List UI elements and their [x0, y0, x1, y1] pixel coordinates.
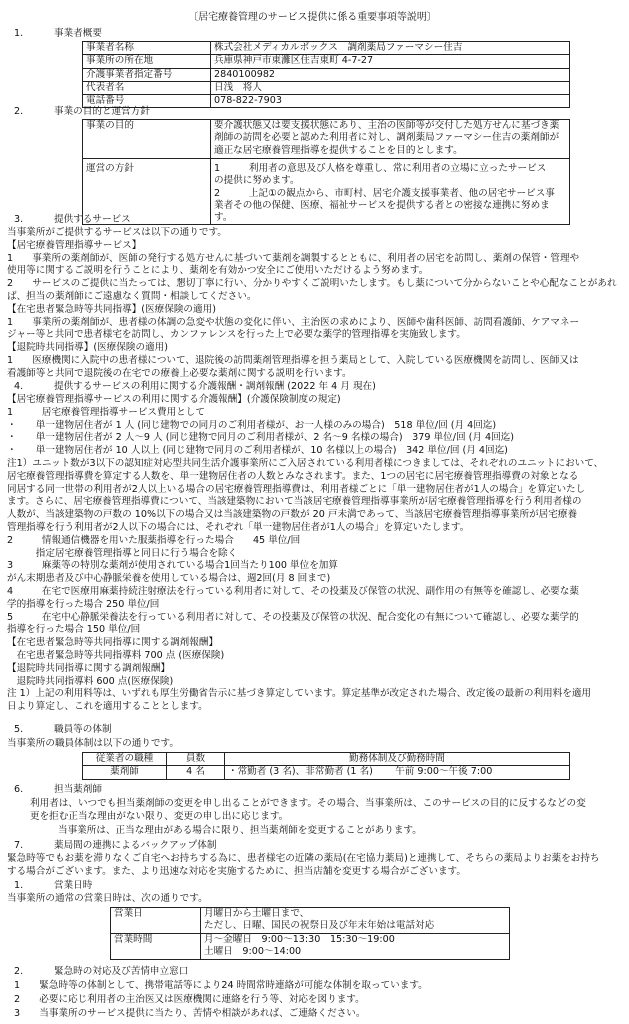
section-body — [7, 227, 617, 381]
business-hours-line: 土曜日 9:00～14:00 — [204, 946, 302, 958]
business-hours-label: 営業時間 — [111, 934, 201, 960]
table-row — [111, 908, 510, 934]
body-line: 4 在宅で医療用麻薬持続注射療法を行っている利用者に対して、その投薬及び保管の状況、副作用の有無等を確認し、必要な薬 — [7, 585, 579, 597]
body-line: 【退院時共同指導に関する調剤報酬】 — [7, 662, 171, 674]
section-heading: 事業の目的と運営方針 — [54, 106, 150, 117]
body-line: 【居宅療養管理指導サービスの利用に関する介護報酬】(介護保険制度の規定) — [7, 394, 341, 405]
business-days-line: 月曜日から土曜日まで、 — [204, 908, 310, 919]
body-line: 退院時共同指導料 600 点(医療保険) — [7, 675, 174, 687]
body-line: 3 当事業所のサービス提供に当たり、苦情や相談があれば、ご連絡ください。 — [14, 1008, 366, 1019]
body-line: 2 情報通信機器を用いた服薬指導を行った場合 45 単位/回 — [7, 534, 301, 546]
body-line: 在宅患者緊急時等共同指導料 700 点 (医療保険) — [7, 649, 225, 661]
purpose-line: 剤師の訪問を必要と認めた利用者に対し、調剤薬局ファーマシー住吉の薬剤師が — [214, 132, 560, 144]
business-days-line: ただし、日曜、国民の祝祭日及び年末年始は電話対応 — [204, 920, 435, 932]
section-heading: 緊急時の対応及び苦情申立窓口 — [54, 966, 189, 977]
row-label: 介護事業者指定番号 — [83, 68, 211, 81]
body-line: ・ 単一建物居住者が 10 人以上 (同じ建物で同月のご利用者様が、10 名様以上の場合) 342 単位/回 (月 4回迄) — [7, 445, 508, 457]
staff-count: 4 名 — [167, 766, 225, 779]
section-number: 5. — [14, 724, 24, 735]
section-intro: 当事業所の通常の営業日時は、次の通りです。 — [7, 893, 208, 904]
section-heading: 職員等の体制 — [54, 724, 112, 735]
body-line: 【居宅療養管理指導サービス】 — [7, 239, 142, 251]
row-label: 事業者名称 — [83, 42, 211, 55]
table-row — [83, 159, 570, 225]
section-number: 2. — [14, 106, 24, 117]
body-line: 利用者は、いつでも担当薬剤師の変更を申し出ることができます。その場合、当事業所は、このサービスの目的に反するなどの変 — [30, 798, 586, 809]
section-number: 2. — [14, 966, 24, 977]
section-heading: 薬局間の連携によるバックアップ体制 — [54, 840, 217, 851]
staff-schedule: ・常勤者 (3 名)、非常勤者 (1 名) 午前 9:00～午後 7:00 — [225, 766, 570, 779]
section-number: 3. — [14, 214, 24, 225]
section-body — [7, 394, 603, 714]
policy-line: の提供に努めます。 — [214, 175, 300, 187]
purpose-line: 要介護状態又は要支援状態にあり、主治の医師等が交付した処方せんに基づき薬 — [214, 120, 560, 131]
body-line: 1 事業所の薬剤師が、医師の発行する処方せんに基づいて薬剤を調製するとともに、利用者の居宅を訪問し、薬剤の保管・管理や — [7, 252, 580, 264]
body-line: 注 1）上記の利用料等は、いずれも厚生労働省告示に基づき算定しています。算定基準が改定された場合、改定後の最新の利用料を適用 — [7, 688, 592, 700]
business-hours-line: 月～金曜日 9:00～13:30 15:30～19:00 — [204, 934, 395, 945]
body-line: 1 事業所の薬剤師が、患者様の体調の急変や状態の変化に伴い、主治医の求めにより、医師や歯科医師、訪問看護師、ケアマネー — [7, 316, 580, 328]
staff-table — [82, 752, 570, 780]
table-row — [83, 81, 570, 94]
body-line: 当事業所は、正当な理由がある場合に限り、担当薬剤師を変更することがあります。 — [58, 825, 422, 836]
row-value: 株式会社メディカルボックス 調剤薬局ファーマシー住吉 — [211, 42, 570, 55]
body-line: 使用等に関するご説明を行うことにより、薬剤を有効かつ安全にご使用いただけるよう努めます。 — [7, 265, 429, 277]
policy-line: 2 上記①の観点から、市町村、居宅介護支援事業者、他の居宅サービス事 — [214, 187, 555, 199]
column-header: 勤務体制及び勤務時間 — [225, 753, 570, 766]
table-row — [83, 68, 570, 81]
body-line: 当事業所がご提供するサービスは以下の通りです。 — [7, 227, 227, 238]
section-heading: 提供するサービス — [54, 214, 131, 225]
business-overview-table — [82, 41, 570, 108]
table-row — [111, 934, 510, 960]
body-line: 緊急時等でもお薬を滞りなくご自宅へお持ちする為に、患者様宅の近隣の薬局(在宅協力薬局)と連携して、そちらの薬局よりお薬をお持ち — [7, 853, 600, 864]
section-number: 6. — [14, 784, 24, 795]
section-heading: 営業日時 — [54, 880, 93, 891]
body-line: がん末期患者及び中心静脈栄養を使用している場合は、週2回(月 8 回まで) — [7, 573, 331, 585]
purpose-line: 適正な居宅療養管理指導を提供することを目的とします。 — [214, 144, 463, 156]
policy-label: 運営の方針 — [83, 159, 211, 225]
table-row — [83, 120, 570, 159]
body-line: 1 居宅療養管理指導サービス費用として — [7, 406, 205, 418]
body-line: ば、担当の薬剤師にご遠慮なく質問・相談してください。 — [7, 290, 257, 302]
row-label: 電話番号 — [83, 95, 211, 108]
body-line: 3 麻薬等の特別な薬剤が使用されている場合1回当たり100 単位を加算 — [7, 560, 338, 572]
body-line: 【退院時共同指導】(医療保険の適用) — [7, 342, 168, 354]
body-line: 更を拒む正当な理由がない限り、変更の申し出に応じます。 — [30, 811, 289, 822]
body-line: ジャー等と共同で患者様宅を訪問し、カンファレンスを行った上で必要な薬学的管理指導を実施致します。 — [7, 329, 466, 341]
body-line: ます。さらに、居宅療養管理指導費について、当該建築物において当該居宅療養管理指導事業所が居宅療養管理指導を行う利用者様の — [7, 496, 582, 508]
body-line: する場合がございます。また、より迅速な対応を実施するために、担当店舗を変更する場合がございます。 — [7, 866, 466, 877]
body-line: 1 緊急時等の体制として、携帯電話等により24 時間常時連絡が可能な体制を取っています。 — [14, 980, 428, 991]
column-header: 従業者の職種 — [83, 753, 167, 766]
body-line: 2 必要に応じ利用者の主治医又は医療機関に連絡を行う等、対応を図ります。 — [14, 994, 365, 1005]
table-row — [83, 766, 570, 779]
policy-line: 1 利用者の意思及び人格を尊重し、常に利用者の立場に立ったサービス — [214, 163, 547, 174]
section-number: 7. — [14, 840, 24, 851]
body-line: 注1）ユニット数が3以下の認知症対応型共同生活介護事業所にご入居されている利用者様につきましては、それぞれのユニットにおいて、 — [7, 457, 604, 469]
section-number: 1. — [14, 28, 24, 39]
body-line: 【在宅患者緊急時等共同指導】(医療保険の適用) — [7, 303, 216, 315]
section-heading: 担当薬剤師 — [54, 784, 102, 795]
column-header: 員数 — [167, 753, 225, 766]
row-value: 078-822-7903 — [211, 95, 570, 108]
body-line: 【在宅患者緊急時等共同指導に関する調剤報酬】 — [7, 637, 219, 649]
body-line: 1 医療機関に入院中の患者様について、退院後の訪問薬剤管理指導を担う薬局として、入院している医療機関を訪問し、医師又は — [7, 354, 579, 366]
business-hours-table — [110, 907, 510, 960]
body-line: ・ 単一建物居住者が 1 人 (同じ建物での同月のご利用者様が、お一人様のみの場合) 518 単位/回 (月 4回迄) — [7, 419, 497, 431]
body-line: 日より算定し、これを適用することとします。 — [7, 701, 208, 713]
table-row — [83, 42, 570, 55]
table-header-row — [83, 753, 570, 766]
body-line: 指定居宅療養管理指導と同日に行う場合を除く — [7, 547, 238, 559]
row-value: 兵庫県神戸市東灘区住吉東町 4-7-27 — [211, 55, 570, 68]
body-line: ・ 単一建物居住者が 2 人～9 人 (同じ建物で同月のご利用者様が、2 名～9 名様の場合) 379 単位/回 (月 4回迄) — [7, 432, 515, 444]
section-heading: 提供するサービスの利用に関する介護報酬・調剤報酬 (2022 年 4 月 現在) — [54, 381, 376, 392]
row-label: 代表者名 — [83, 81, 211, 94]
body-line: 管理指導を行う利用者が2人以下の場合には、それぞれ「単一建物居住者が1人の場合」を算定いたします。 — [7, 521, 470, 533]
body-line: 2 サービスのご提供に当たっては、懇切丁寧に行い、分かりやすくご説明いたします。もし薬について分からないことや心配なことがあれ — [7, 278, 617, 290]
body-line: 看護師等と共同で退院後の在宅での療養上必要な薬剤に関する説明を行います。 — [7, 367, 352, 379]
row-value: 2840100982 — [211, 68, 570, 81]
section-intro: 当事業所の職員体制は以下の通りです。 — [7, 738, 179, 749]
section-heading: 事業者概要 — [54, 28, 102, 39]
body-line: 5 在宅中心静脈栄養法を行っている利用者に対して、その投薬及び保管の状況、配合変化の有無について確認し、必要な薬学的 — [7, 611, 579, 623]
purpose-policy-table — [82, 119, 570, 225]
body-line: 居宅療養管理指導費を算定する人数を、単一建物居住者の人数とみなされます。また、1つの居宅に居宅療養管理指導費の対象となる — [7, 470, 579, 482]
body-line: 同居する同一世帯の利用者が2人以上いる場合の居宅療養管理指導費は、利用者様ごとに「単一建物居住者が1人の場合」を算定いたし — [7, 483, 586, 495]
body-line: 人数が、当該建築物の戸数の 10%以下の場合又は当該建築物の戸数が 20 戸未満であって、当該居宅療養管理指導事業所が居宅療養 — [7, 509, 578, 521]
section-number: 4. — [14, 381, 24, 392]
table-row — [83, 55, 570, 68]
body-line: 学的指導を行った場合 250 単位/回 — [7, 598, 160, 610]
document-title: 〔居宅療養管理のサービス提供に係る重要事項等説明〕 — [188, 12, 437, 23]
business-days-label: 営業日 — [111, 908, 201, 934]
staff-role: 薬剤師 — [83, 766, 167, 779]
row-value: 日浅 将人 — [211, 81, 570, 94]
policy-line: 業者その他の保健、医療、福祉サービスを提供する者との密接な連携に努めます。 — [214, 199, 550, 224]
table-row — [83, 95, 570, 108]
row-label: 事業所の所在地 — [83, 55, 211, 68]
section-number: 1. — [14, 880, 24, 891]
purpose-label: 事業の目的 — [83, 120, 211, 159]
body-line: 指導を行った場合 150 単位/回 — [7, 624, 141, 636]
